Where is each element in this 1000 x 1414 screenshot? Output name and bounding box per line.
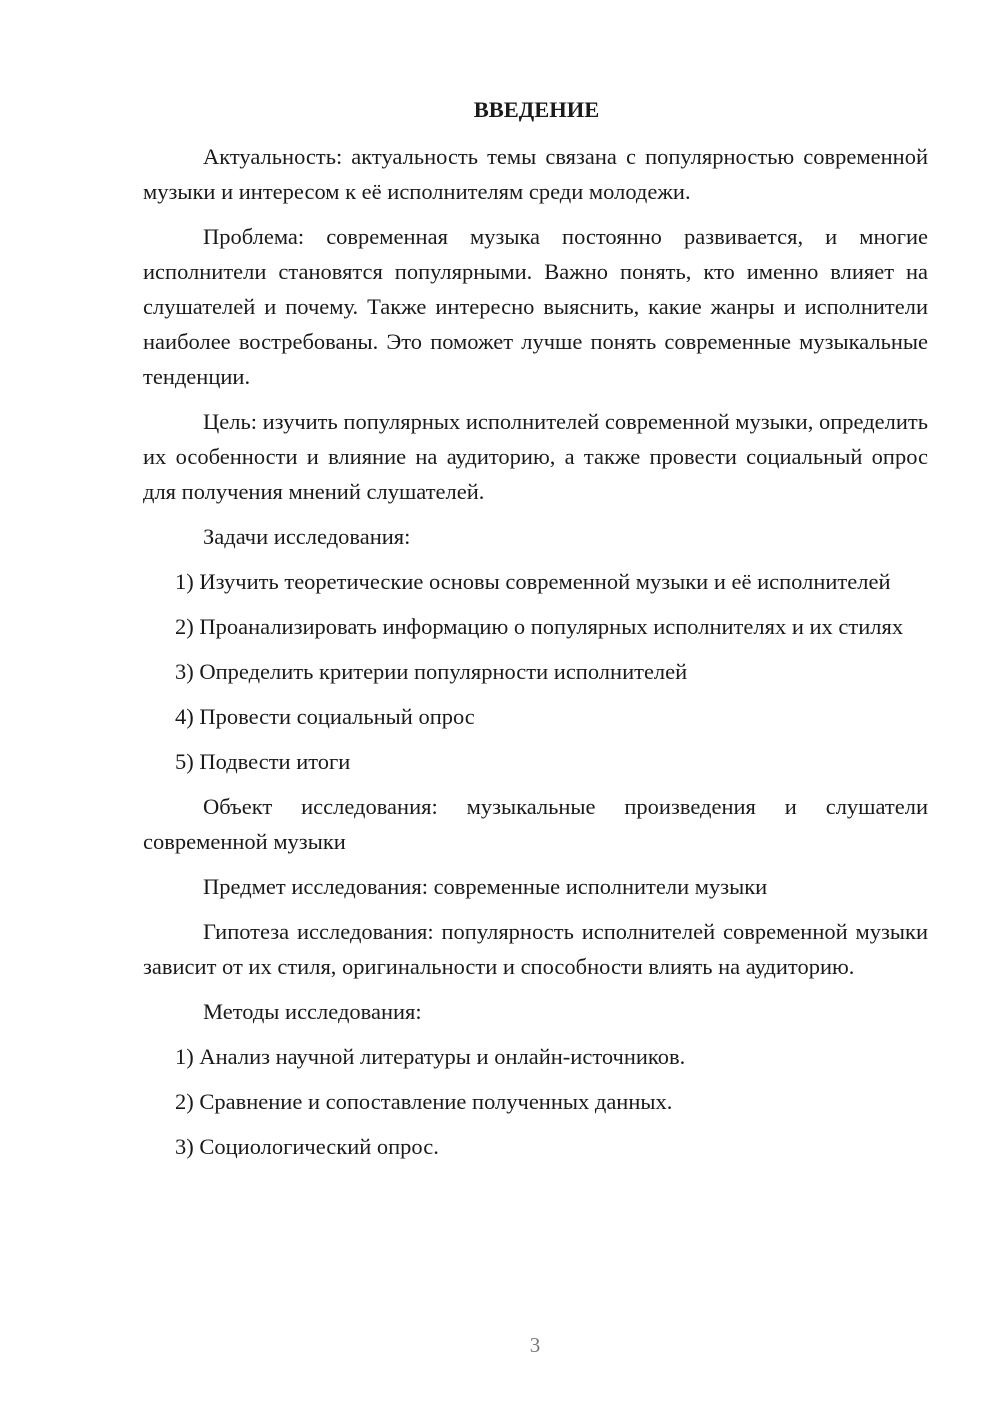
task-item: 1) Изучить теоретические основы современной музыки и её исполнителей xyxy=(175,569,891,594)
task-item: 2) Проанализировать информацию о популярных исполнителях и их стилях xyxy=(175,614,904,639)
subject-paragraph: Предмет исследования: современные исполнители музыки xyxy=(203,874,768,899)
methods-title: Методы исследования: xyxy=(203,999,422,1024)
document-body xyxy=(143,95,928,1174)
section-heading: ВВЕДЕНИЕ xyxy=(473,97,600,122)
tasks-title: Задачи исследования: xyxy=(203,524,411,549)
hypothesis-paragraph: Гипотеза исследования: популярность исполнителей современной музыки зависит от их стиля, оригинальности и способности влиять на аудиторию. xyxy=(143,919,928,979)
method-item: 2) Сравнение и сопоставление полученных данных. xyxy=(175,1089,673,1114)
object-paragraph: Объект исследования: музыкальные произведения и слушатели современной музыки xyxy=(143,794,928,854)
method-item: 1) Анализ научной литературы и онлайн-источников. xyxy=(175,1044,686,1069)
method-item: 3) Социологический опрос. xyxy=(175,1134,439,1159)
page-number: 3 xyxy=(529,1333,541,1357)
problem-paragraph: Проблема: современная музыка постоянно развивается, и многие исполнители становятся популярными. Важно понять, кто именно влияет на слушателей и почему. Также интересно выяснить, какие жанры и исполнители наиболее востребованы. Это поможет лучше понять современные музыкальные тенденции. xyxy=(143,224,928,389)
relevance-paragraph: Актуальность: актуальность темы связана с популярностью современной музыки и интересом к её исполнителям среди молодежи. xyxy=(143,144,928,204)
goal-paragraph: Цель: изучить популярных исполнителей современной музыки, определить их особенности и влияние на аудиторию, а также провести социальный опрос для получения мнений слушателей. xyxy=(143,409,928,504)
task-item: 5) Подвести итоги xyxy=(175,749,351,774)
task-item: 3) Определить критерии популярности исполнителей xyxy=(175,659,688,684)
task-item: 4) Провести социальный опрос xyxy=(175,704,475,729)
